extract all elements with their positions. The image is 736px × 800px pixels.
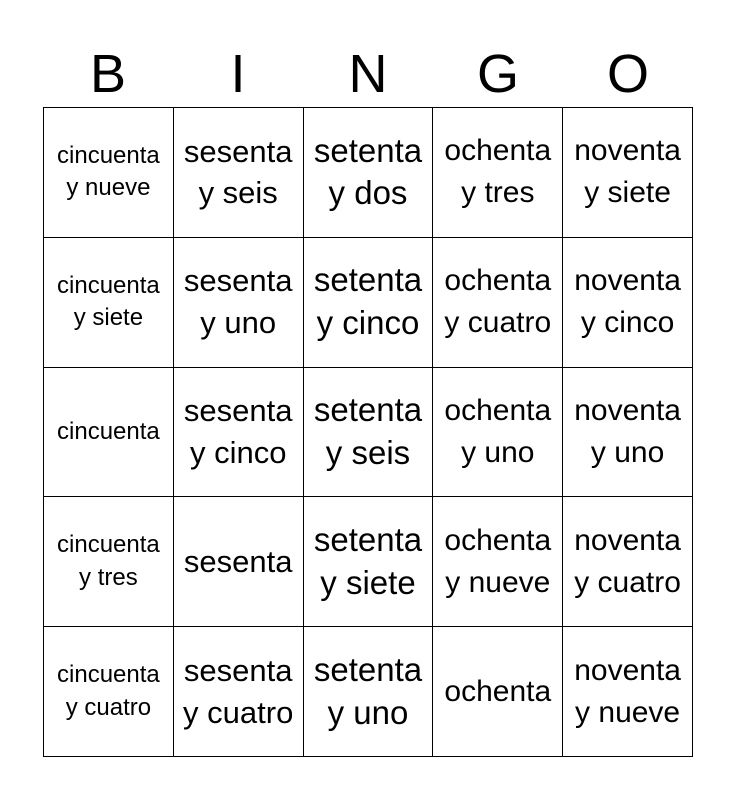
bingo-cell[interactable] xyxy=(433,238,563,368)
bingo-cell[interactable] xyxy=(563,238,693,368)
bingo-cell[interactable] xyxy=(174,627,304,757)
bingo-cell[interactable] xyxy=(433,497,563,627)
bingo-header xyxy=(43,40,693,108)
bingo-cell[interactable] xyxy=(563,497,693,627)
bingo-cell[interactable] xyxy=(174,238,304,368)
cell-label: cincuenta y cuatro xyxy=(57,661,160,721)
bingo-cell[interactable] xyxy=(563,627,693,757)
bingo-cell[interactable] xyxy=(44,368,174,498)
cell-label: noventa y nueve xyxy=(574,653,681,729)
cell-label: sesenta y uno xyxy=(183,263,293,341)
cell-label: ochenta y nueve xyxy=(444,523,552,599)
cell-label: sesenta xyxy=(183,543,293,579)
cell-label: cincuenta y nueve xyxy=(57,142,160,202)
bingo-cell[interactable] xyxy=(304,497,434,627)
header-letter-b: B xyxy=(89,44,127,104)
cell-label: cincuenta y siete xyxy=(57,271,160,332)
cell-label: ochenta y uno xyxy=(444,393,552,469)
cell-label: noventa y siete xyxy=(574,134,681,210)
bingo-cell[interactable] xyxy=(433,368,563,498)
cell-label: setenta y cinco xyxy=(313,261,423,342)
bingo-cell[interactable] xyxy=(563,108,693,238)
cell-label: setenta y dos xyxy=(313,131,423,212)
cell-label: cincuenta y tres xyxy=(57,531,160,591)
bingo-cell[interactable] xyxy=(44,497,174,627)
bingo-cell[interactable] xyxy=(44,108,174,238)
cell-label: noventa y cinco xyxy=(574,264,681,340)
cell-label: noventa y uno xyxy=(574,393,681,469)
bingo-cell[interactable] xyxy=(433,627,563,757)
cell-label: ochenta y tres xyxy=(444,134,552,210)
bingo-cell[interactable] xyxy=(304,368,434,498)
bingo-cell[interactable] xyxy=(44,238,174,368)
bingo-board xyxy=(43,107,693,757)
cell-label: ochenta xyxy=(444,674,552,708)
header-letter-n: N xyxy=(348,44,388,104)
bingo-cell[interactable] xyxy=(563,368,693,498)
cell-label: setenta y seis xyxy=(313,391,423,471)
cell-label: sesenta y cinco xyxy=(183,393,293,470)
bingo-cell[interactable] xyxy=(174,108,304,238)
bingo-cell[interactable] xyxy=(44,627,174,757)
header-letter-o: O xyxy=(606,44,649,104)
bingo-cell[interactable] xyxy=(174,497,304,627)
cell-label: ochenta y cuatro xyxy=(444,264,552,340)
cell-label: cincuenta xyxy=(57,417,160,445)
cell-label: sesenta y cuatro xyxy=(183,652,294,730)
header-letter-i: I xyxy=(230,44,246,104)
bingo-cell[interactable] xyxy=(174,368,304,498)
bingo-cell[interactable] xyxy=(304,627,434,757)
bingo-cell[interactable] xyxy=(304,238,434,368)
cell-label: setenta y uno xyxy=(313,650,423,731)
cell-label: sesenta y seis xyxy=(183,133,293,211)
cell-label: noventa y cuatro xyxy=(574,523,681,599)
header-letter-g: G xyxy=(476,44,519,104)
cell-label: setenta y siete xyxy=(313,520,423,601)
bingo-cell[interactable] xyxy=(304,108,434,238)
bingo-cell[interactable] xyxy=(433,108,563,238)
